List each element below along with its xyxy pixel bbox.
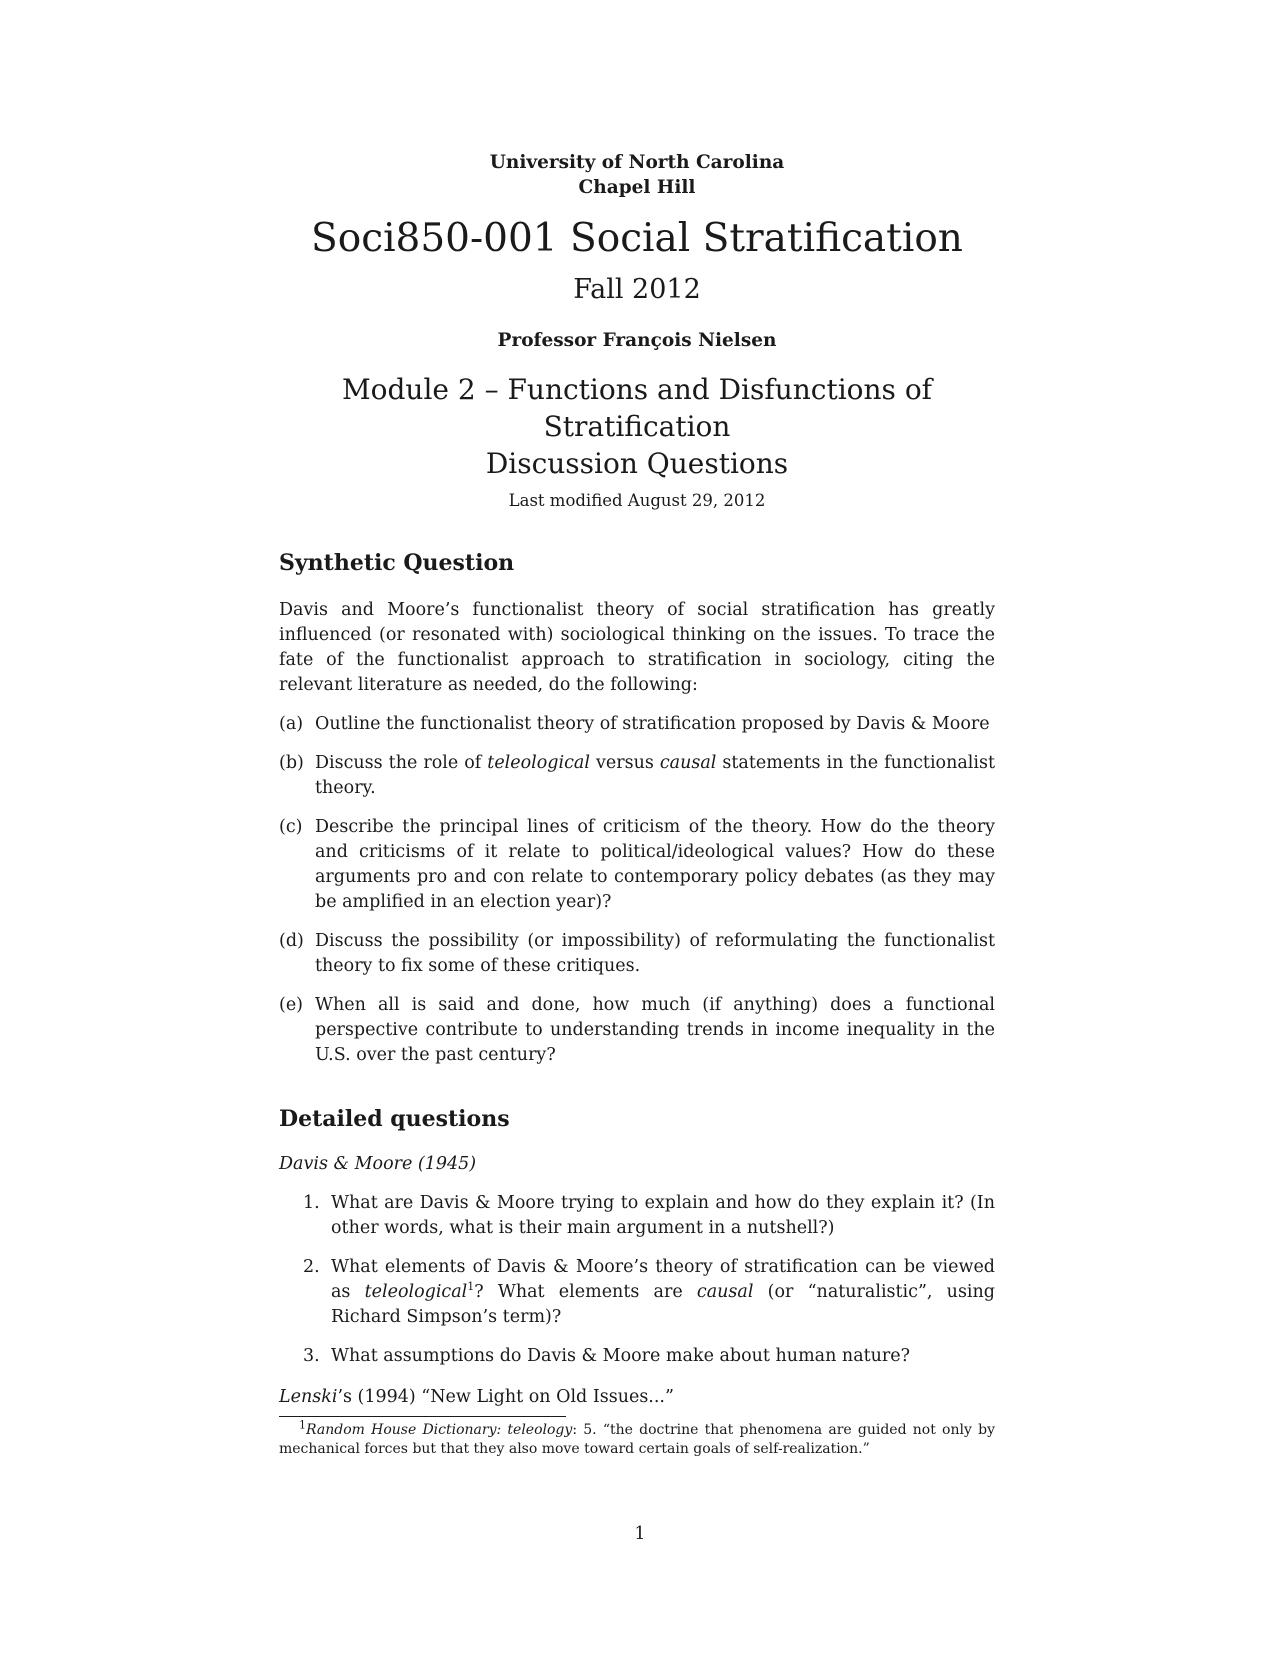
footnote-divider [279, 1416, 566, 1417]
item-text-mid: ? What elements are [474, 1282, 697, 1302]
reading-title: ’s (1994) “New Light on Old Issues...” [337, 1387, 674, 1407]
item-text-emphasis: causal [696, 1282, 754, 1302]
item-text-post: statements in the functionalist theory. [315, 753, 996, 798]
item-marker: 2. [303, 1257, 320, 1277]
footnote-source: Random House Dictionary: teleology [306, 1422, 573, 1438]
list-item [279, 1191, 995, 1241]
course-title: Soci850-001 Social Stratification [311, 216, 963, 261]
institution-name: University of North Carolina [489, 152, 785, 173]
module-title [279, 371, 995, 482]
professor-name: Professor François Nielsen [497, 330, 777, 351]
last-modified-date: Last modified August 29, 2012 [508, 491, 766, 510]
item-text-pre: Discuss the role of [315, 753, 488, 773]
item-text: What are Davis & Moore trying to explain and how do they explain it? (In other words, what is their main argument in a nutshell?) [331, 1193, 995, 1238]
item-marker: (d) [279, 931, 304, 951]
footnote [279, 1418, 995, 1459]
item-text: Describe the principal lines of criticism of the theory. How do the theory and criticisms of it relate to political/ideological values? How do these arguments pro and con relate to contemporary policy debates (as they may be amplified in an election year)? [315, 817, 995, 912]
item-marker: 3. [303, 1346, 320, 1366]
synthetic-question-heading: Synthetic Question [279, 550, 515, 576]
list-item [279, 815, 995, 915]
reading-subheading: Davis & Moore (1945) [279, 1154, 477, 1174]
item-text: Outline the functionalist theory of stratification proposed by Davis & Moore [315, 714, 990, 734]
list-item [279, 1344, 995, 1369]
document-page [279, 150, 995, 1459]
list-item [279, 1255, 995, 1330]
list-item [279, 751, 995, 801]
list-item [279, 929, 995, 979]
module-title-line2: Discussion Questions [485, 447, 789, 480]
item-text-emphasis: teleological [364, 1282, 468, 1302]
item-marker: 1. [303, 1193, 320, 1213]
item-text-mid: versus [589, 753, 660, 773]
detailed-question-list [279, 1191, 995, 1369]
item-marker: (b) [279, 753, 304, 773]
item-marker: (a) [279, 714, 304, 734]
footnote-text: : 5. “the doctrine that phenomena are guided not only by mechanical forces but that they also move toward certain goals of self-realization.” [279, 1422, 995, 1457]
footnote-reference[interactable]: 1 [467, 1280, 475, 1294]
item-text-post: (or “naturalistic”, using Richard Simpson’s term)? [331, 1282, 995, 1327]
list-item [279, 712, 995, 737]
synthetic-question-intro: Davis and Moore’s functionalist theory of social stratification has greatly influenced (or resonated with) sociological thinking on the issues. To trace the fate of the functionalist approach to stratification in sociology, citing the relevant literature as needed, do the following: [279, 600, 995, 695]
item-text: When all is said and done, how much (if anything) does a functional perspective contribute to understanding trends in income inequality in the U.S. over the past century? [315, 995, 995, 1065]
item-text: Discuss the possibility (or impossibility) of reformulating the functionalist theory to fix some of these critiques. [315, 931, 995, 976]
module-title-line1: Module 2 – Functions and Disfunctions of Stratification [341, 373, 933, 443]
term: Fall 2012 [573, 274, 701, 305]
item-text-pre: What elements of Davis & Moore’s theory of stratification can be viewed as [331, 1257, 995, 1302]
reading-author: Lenski [279, 1387, 338, 1407]
item-text: What assumptions do Davis & Moore make about human nature? [331, 1346, 911, 1366]
synthetic-question-list [279, 712, 995, 1068]
item-text-emphasis: causal [659, 753, 717, 773]
footnote-mark: 1 [299, 1418, 306, 1432]
reading-reference [279, 1385, 995, 1410]
title-block [279, 150, 995, 512]
item-text-emphasis: teleological [487, 753, 590, 773]
institution-campus: Chapel Hill [578, 177, 696, 198]
page-number: 1 [634, 1524, 646, 1544]
item-marker: (e) [279, 995, 304, 1015]
list-item [279, 993, 995, 1068]
detailed-questions-heading: Detailed questions [279, 1106, 510, 1132]
item-marker: (c) [279, 817, 303, 837]
